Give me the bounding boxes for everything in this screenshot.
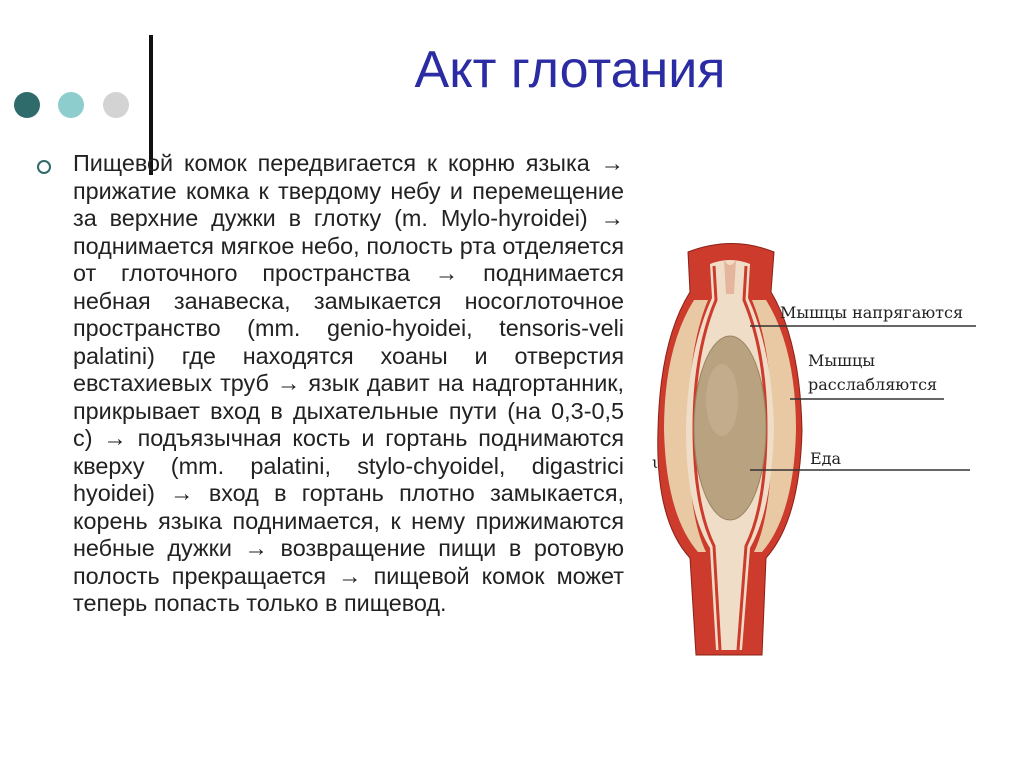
- bullet-icon: [37, 160, 51, 174]
- upper-lumen: [724, 260, 736, 294]
- label-muscles-tense: Мышцы напрягаются: [780, 303, 964, 322]
- food-bolus-highlight: [706, 364, 738, 436]
- esophagus-illustration: [650, 230, 1024, 670]
- label-muscles-relax-line2: расслабляются: [808, 375, 938, 394]
- slide-title: Акт глотания: [414, 41, 726, 99]
- label-muscles-relax-line1: Мышцы: [808, 351, 876, 370]
- decor-dot-grey: [103, 92, 129, 118]
- label-edge-mark: ι: [652, 453, 659, 472]
- decor-dot-light: [58, 92, 84, 118]
- slide-body-text: Пищевой комок передвигается к корню языка → прижатие комка к твердому небу и перемещение за верхние дужки в глотку (m. Mylo-hyroidei) → поднимается мягкое небо, полость рта отделяется от глоточного пространства → поднимается небная занавеска, замыкается носоглоточное пространство (mm. genio-hyoidei, tensoris-veli palatini) где находятся хоаны и отверстия евстахиевых труб → язык давит на надгортанник, прикрывает вход в дыхательные пути (на 0,3-0,5 с) → подъязычная кость и гортань поднимаются кверху (mm. palatini, stylo-chyoidel, digastrici hyoidei) → вход в гортань плотно замыкается, корень языка поднимается, к нему прижимаются небные дужки → возвращение пищи в ротовую полость прекращается → пищевой комок может теперь попасть только в пищевод.: [73, 150, 624, 616]
- esophagus-diagram: [650, 230, 1024, 670]
- decor-dot-dark: [14, 92, 40, 118]
- decor-dots: [14, 92, 134, 122]
- label-food: Еда: [810, 449, 842, 468]
